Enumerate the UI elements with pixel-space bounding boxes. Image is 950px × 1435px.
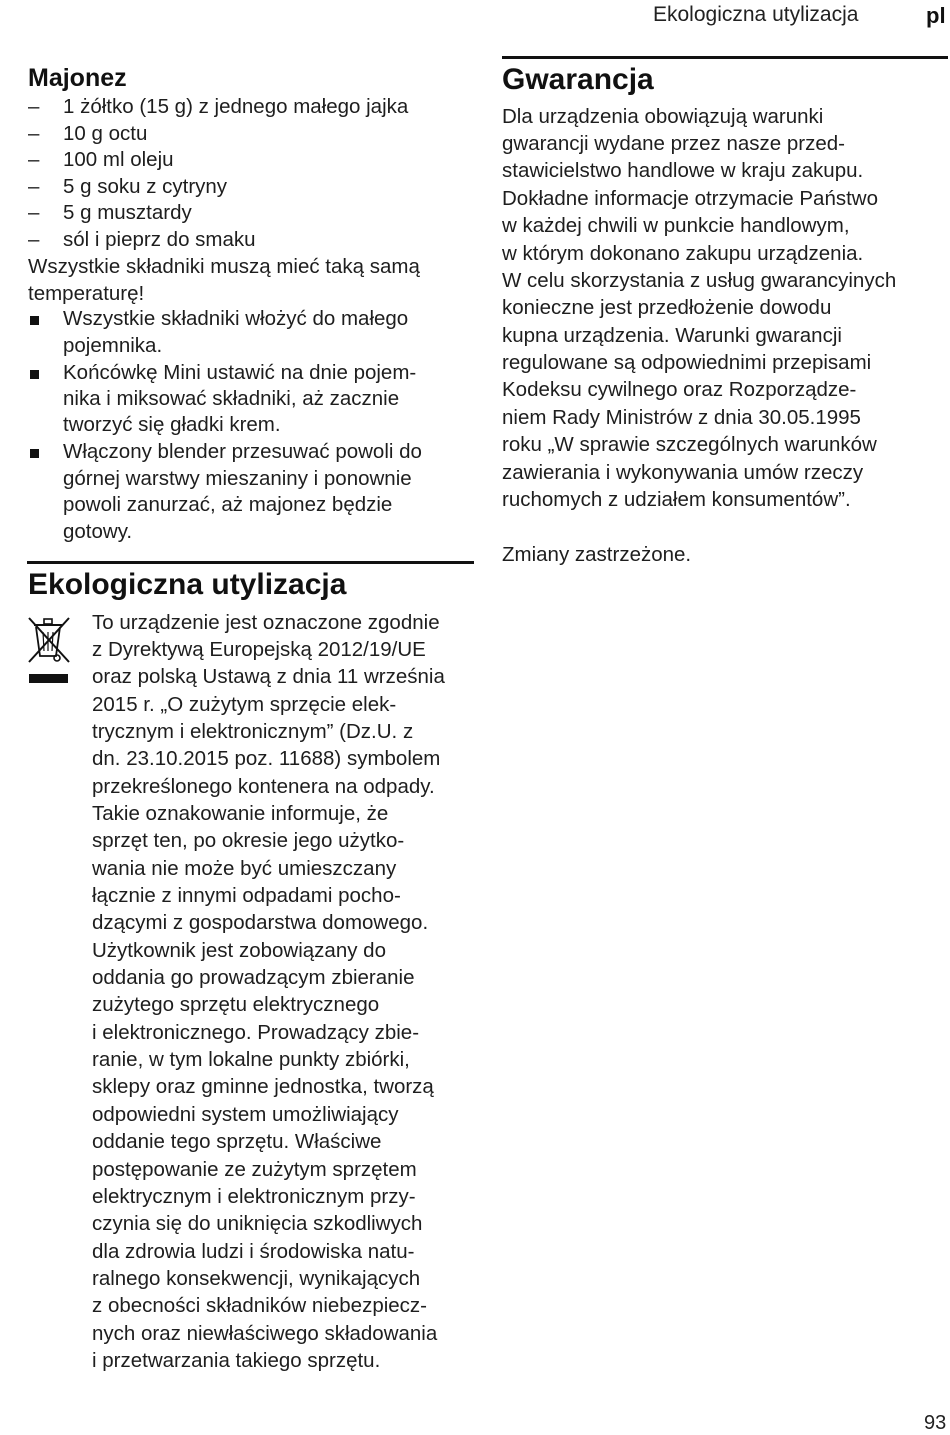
eco-line: postępowanie ze zużytym sprzętem	[92, 1158, 417, 1181]
list-dash: –	[28, 228, 40, 251]
warranty-line: niem Rady Ministrów z dnia 30.05.1995	[502, 406, 861, 429]
running-header-language: pl	[926, 3, 946, 28]
warranty-line: kupna urządzenia. Warunki gwarancji	[502, 324, 842, 347]
eco-line: ranie, w tym lokalne punkty zbiórki,	[92, 1048, 410, 1071]
eco-line: dzącymi z gospodarstwa domowego.	[92, 911, 429, 934]
eco-line: łącznie z innymi odpadami pocho-	[92, 884, 401, 907]
warranty-line: stawicielstwo handlowe w kraju zakupu.	[502, 159, 864, 182]
ingredient-item: 5 g musztardy	[63, 201, 192, 224]
eco-line: odpowiedni system umożliwiający	[92, 1103, 399, 1126]
step-line: nika i miksować składniki, aż zacznie	[63, 387, 400, 410]
step-line: gotowy.	[63, 520, 133, 543]
step-line: Wszystkie składniki włożyć do małego	[63, 307, 409, 330]
bullet-square	[30, 449, 39, 458]
section-rule	[502, 56, 948, 59]
warranty-line: konieczne jest przedłożenie dowodu	[502, 296, 832, 319]
mayo-note-line: temperaturę!	[28, 282, 145, 305]
eco-line: oraz polską Ustawą z dnia 11 września	[92, 665, 445, 688]
ingredient-item: 100 ml oleju	[63, 148, 174, 171]
eco-line: oddania go prowadzącym zbieranie	[92, 966, 415, 989]
eco-line: 2015 r. „O zużytym sprzęcie elek-	[92, 693, 397, 716]
list-dash: –	[28, 175, 40, 198]
eco-line: sprzęt ten, po okresie jego użytko-	[92, 829, 405, 852]
list-dash: –	[28, 122, 40, 145]
eco-line: przekreślonego kontenera na odpady.	[92, 775, 435, 798]
eco-line: trycznym i elektronicznym” (Dz.U. z	[92, 720, 414, 743]
eco-line: Użytkownik jest zobowiązany do	[92, 939, 386, 962]
step-line: Końcówkę Mini ustawić na dnie pojem-	[63, 361, 417, 384]
eco-line: nych oraz niewłaściwego składowania	[92, 1322, 438, 1345]
warranty-line: w którym dokonano zakupu urządzenia.	[502, 242, 864, 265]
ingredient-item: 5 g soku z cytryny	[63, 175, 228, 198]
step-line: Włączony blender przesuwać powoli do	[63, 440, 422, 463]
eco-line: zużytego sprzętu elektrycznego	[92, 993, 380, 1016]
warranty-line: zawierania i wykonywania umów rzeczy	[502, 461, 864, 484]
warranty-line: w każdej chwili w punkcie handlowym,	[502, 214, 850, 237]
eco-line: z obecności składników niebezpiecz-	[92, 1294, 428, 1317]
section-rule	[27, 561, 474, 564]
list-dash: –	[28, 201, 40, 224]
eco-line: sklepy oraz gminne jednostka, tworzą	[92, 1075, 434, 1098]
step-line: tworzyć się gładki krem.	[63, 413, 281, 436]
eco-line: wania nie może być umieszczany	[92, 857, 397, 880]
eco-line: dn. 23.10.2015 poz. 11688) symbolem	[92, 747, 441, 770]
bullet-square	[30, 370, 39, 379]
eco-line: Takie oznakowanie informuje, że	[92, 802, 389, 825]
step-line: górnej warstwy mieszaniny i ponownie	[63, 467, 412, 490]
step-line: powoli zanurzać, aż majonez będzie	[63, 493, 393, 516]
list-dash: –	[28, 148, 40, 171]
eco-line: elektrycznym i elektronicznym przy-	[92, 1185, 416, 1208]
page-number: 93	[924, 1412, 947, 1434]
warranty-line: gwarancji wydane przez nasze przed-	[502, 132, 845, 155]
step-line: pojemnika.	[63, 334, 163, 357]
eco-line: ralnego konsekwencji, wynikających	[92, 1267, 421, 1290]
eco-line: dla zdrowia ludzi i środowiska natu-	[92, 1240, 415, 1263]
bullet-square	[30, 316, 39, 325]
running-header-section: Ekologiczna utylizacja	[653, 3, 859, 26]
warranty-line: regulowane są odpowiednimi przepisami	[502, 351, 872, 374]
eco-line: To urządzenie jest oznaczone zgodnie	[92, 611, 440, 634]
warranty-line: ruchomych z udziałem konsumentów”.	[502, 488, 851, 511]
eco-line: z Dyrektywą Europejską 2012/19/UE	[92, 638, 426, 661]
mayo-title: Majonez	[28, 64, 127, 92]
eco-line: oddanie tego sprzętu. Właściwe	[92, 1130, 382, 1153]
eco-line: i elektronicznego. Prowadzący zbie-	[92, 1021, 420, 1044]
warranty-footnote: Zmiany zastrzeżone.	[502, 543, 692, 566]
eco-line: i przetwarzania takiego sprzętu.	[92, 1349, 381, 1372]
ingredient-item: sól i pieprz do smaku	[63, 228, 256, 251]
warranty-title: Gwarancja	[502, 63, 654, 96]
ingredient-item: 10 g octu	[63, 122, 148, 145]
warranty-line: Dla urządzenia obowiązują warunki	[502, 105, 824, 128]
crossed-out-wheelie-bin-icon	[26, 614, 72, 686]
warranty-line: Kodeksu cywilnego oraz Rozporządze-	[502, 378, 857, 401]
mayo-note-line: Wszystkie składniki muszą mieć taką samą	[28, 255, 420, 278]
warranty-line: W celu skorzystania z usług gwarancyinych	[502, 269, 897, 292]
ingredient-item: 1 żółtko (15 g) z jednego małego jajka	[63, 95, 409, 118]
list-dash: –	[28, 95, 40, 118]
warranty-line: Dokładne informacje otrzymacie Państwo	[502, 187, 878, 210]
eco-title: Ekologiczna utylizacja	[28, 568, 347, 601]
warranty-line: roku „W sprawie szczególnych warunków	[502, 433, 877, 456]
eco-line: czynia się do uniknięcia szkodliwych	[92, 1212, 423, 1235]
